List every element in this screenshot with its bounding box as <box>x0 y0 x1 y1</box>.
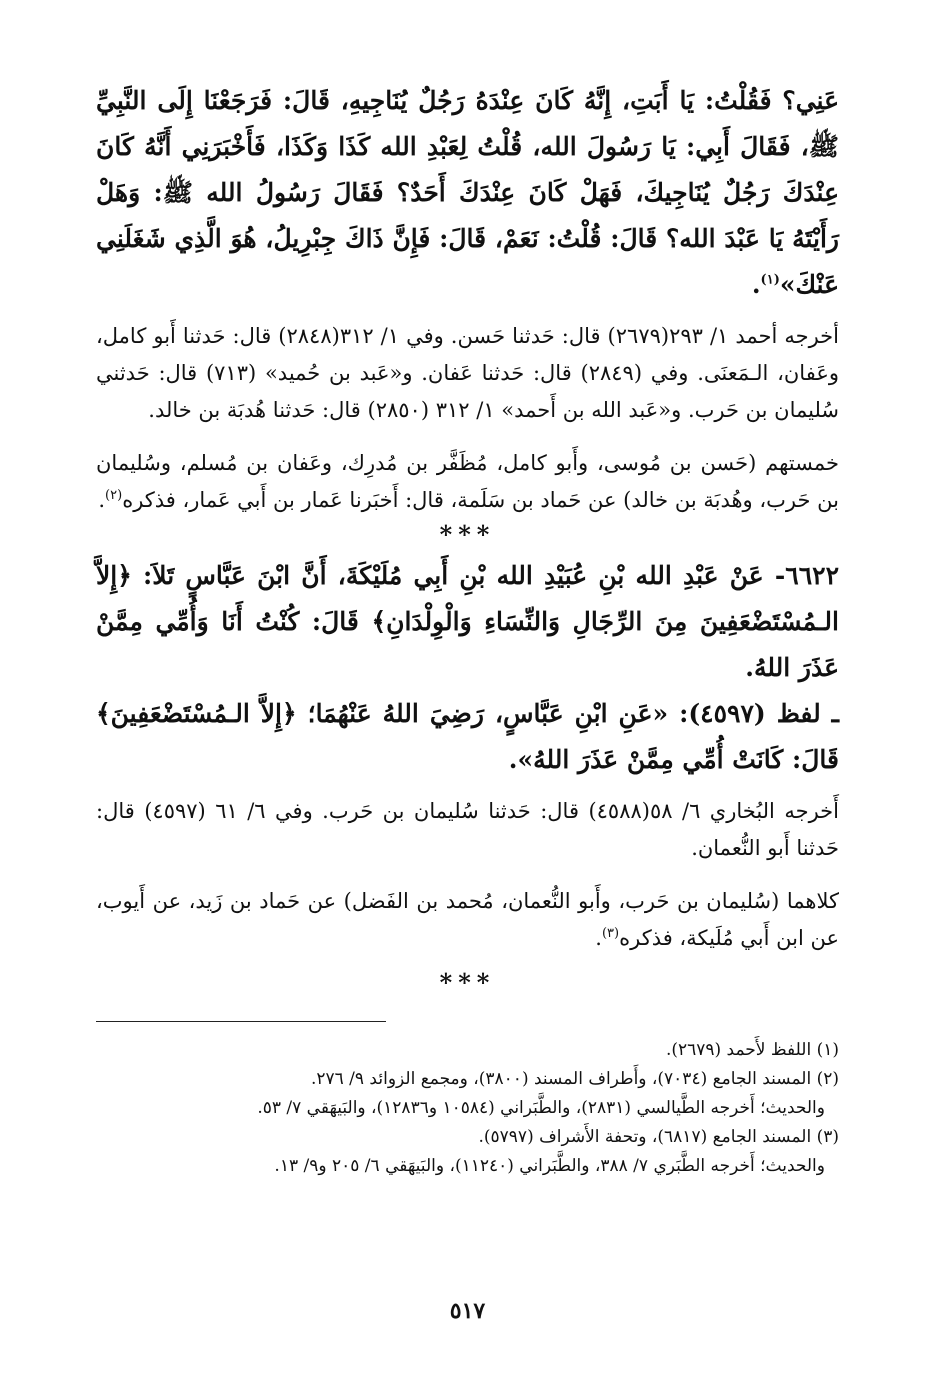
takhrij-paragraph-4 <box>96 883 839 957</box>
hadith-6622: ٦٦٢٢- عَنْ عَبْدِ الله بْنِ عُبَيْدِ الله بْنِ أَبِي مُلَيْكَةَ، أَنَّ ابْنَ عَبَّاسٍ تَلاَ: ﴿إِلاَّ الـمُسْتَضْعَفِينَ مِنَ الرِّجَالِ وَالنِّسَاءِ وَالْوِلْدَانِ﴾ قَالَ: كُنْتُ أَنَا وَأُمِّي مِمَّنْ عَذَرَ اللهُ. <box>96 561 839 682</box>
footnote-ref-3[interactable]: (٣) <box>601 926 620 941</box>
footnote-divider <box>96 1021 839 1022</box>
section-separator-2: *** <box>439 968 496 997</box>
hadith-continuation <box>96 78 839 308</box>
hadith-continuation-text: عَنِي؟ فَقُلْتُ: يَا أَبَتِ، إِنَّهُ كَانَ عِنْدَهُ رَجُلٌ يُنَاجِيهِ، قَالَ: فَرَجَعْنَا إِلَى النَّبِيِّ ﷺ، فَقَالَ أَبِي: يَا رَسُولَ الله، قُلْتُ لِعَبْدِ الله كَذَا وَكَذَا، فَأَخْبَرَنِي أَنَّهُ كَانَ عِنْدَكَ رَجُلٌ يُنَاجِيكَ، فَهَلْ كَانَ عِنْدَكَ أَحَدٌ؟ فَقَالَ رَسُولُ الله ﷺ: وَهَلْ رَأَيْتَهُ يَا عَبْدَ الله؟ قَالَ: قُلْتُ: نَعَمْ، قَالَ: فَإِنَّ ذَاكَ جِبْرِيلُ، هُوَ الَّذِي شَغَلَنِي عَنْكَ» <box>96 86 839 299</box>
period: . <box>595 926 602 950</box>
footnote-divider-line <box>96 1021 386 1022</box>
footnote-2: (٢) المسند الجامع (٧٠٣٤)، وأَطراف المسند (٣٨٠٠)، ومجمع الزوائد ٩/ ٢٧٦. <box>310 1069 839 1089</box>
hadith-6622-lafz: ـ لفظ (٤٥٩٧): «عَنِ ابْنِ عَبَّاسٍ، رَضِيَ اللهُ عَنْهُمَا؛ ﴿إِلاَّ الـمُسْتَضْعَفِينَ﴾ قَالَ: كَانَتْ أُمِّي مِمَّنْ عَذَرَ اللهُ». <box>96 699 839 774</box>
section-separator: *** <box>439 520 496 549</box>
takhrij-paragraph-2-text: خمستهم (حَسن بن مُوسى، وأَبو كامل، مُظَفَّر بن مُدرِك، وعَفان بن مُسلم، وسُليمان بن حَرب، وهُدبَة بن خالد) عن حَماد بن سَلَمة، قال: أَخبَرنا عَمار بن أَبي عَمار، فذكره <box>96 451 839 512</box>
takhrij-paragraph-2 <box>96 445 839 519</box>
footnote-2-continuation: والحديث؛ أَخرجه الطَّيالسي (٢٨٣١)، والطَّبَراني (١٠٥٨٤ و١٢٨٣٦)، والبَيهَقي ٧/ ٥٣. <box>257 1098 825 1118</box>
footnote-1: (١) اللفظ لأَحمد (٢٦٧٩). <box>665 1040 839 1060</box>
period: . <box>98 488 106 512</box>
takhrij-paragraph-1: أخرجه أحمد ١/ ٢٩٣(٢٦٧٩) قال: حَدثنا حَسن. وفي ١/ ٣١٢(٢٨٤٨) قال: حَدثنا أَبو كامل، وعَفان، الـمَعنَى. وفي (٢٨٤٩) قال: حَدثنا عَفان. و«عَبد بن حُميد» (٧١٣) قال: حَدثني سُليمان بن حَرب. و«عَبد الله بن أَحمد» ١/ ٣١٢ (٢٨٥٠) قال: حَدثنا هُدبَة بن خالد. <box>96 324 840 422</box>
footnote-3-continuation: والحديث؛ أَخرجه الطَّبَري ٧/ ٣٨٨، والطَّبَراني (١١٢٤٠)، والبَيهَقي ٦/ ٢٠٥ و٩/ ١٣. <box>274 1156 825 1176</box>
page-number: ٥١٧ <box>449 1298 486 1324</box>
footnotes <box>96 1036 839 1181</box>
footnote-ref-1[interactable]: (١) <box>760 272 780 288</box>
takhrij-paragraph-4-text: كلاهما (سُليمان بن حَرب، وأَبو النُّعمان، مُحمد بن الفَضل) عن حَماد بن زَيد، عن أَيوب، عن ابن أَبي مُلَيكة، فذكره <box>96 889 839 950</box>
footnote-ref-2[interactable]: (٢) <box>105 488 123 503</box>
takhrij-paragraph-3: أَخرجه البُخاري ٦/ ٥٨(٤٥٨٨) قال: حَدثنا سُليمان بن حَرب. وفي ٦/ ٦١ (٤٥٩٧) قال: حَدثنا أَبو النُّعمان. <box>96 799 839 860</box>
period: . <box>751 270 761 299</box>
footnote-3: (٣) المسند الجامع (٦٨١٧)، وتحفة الأَشراف (٥٧٩٧). <box>478 1127 839 1147</box>
